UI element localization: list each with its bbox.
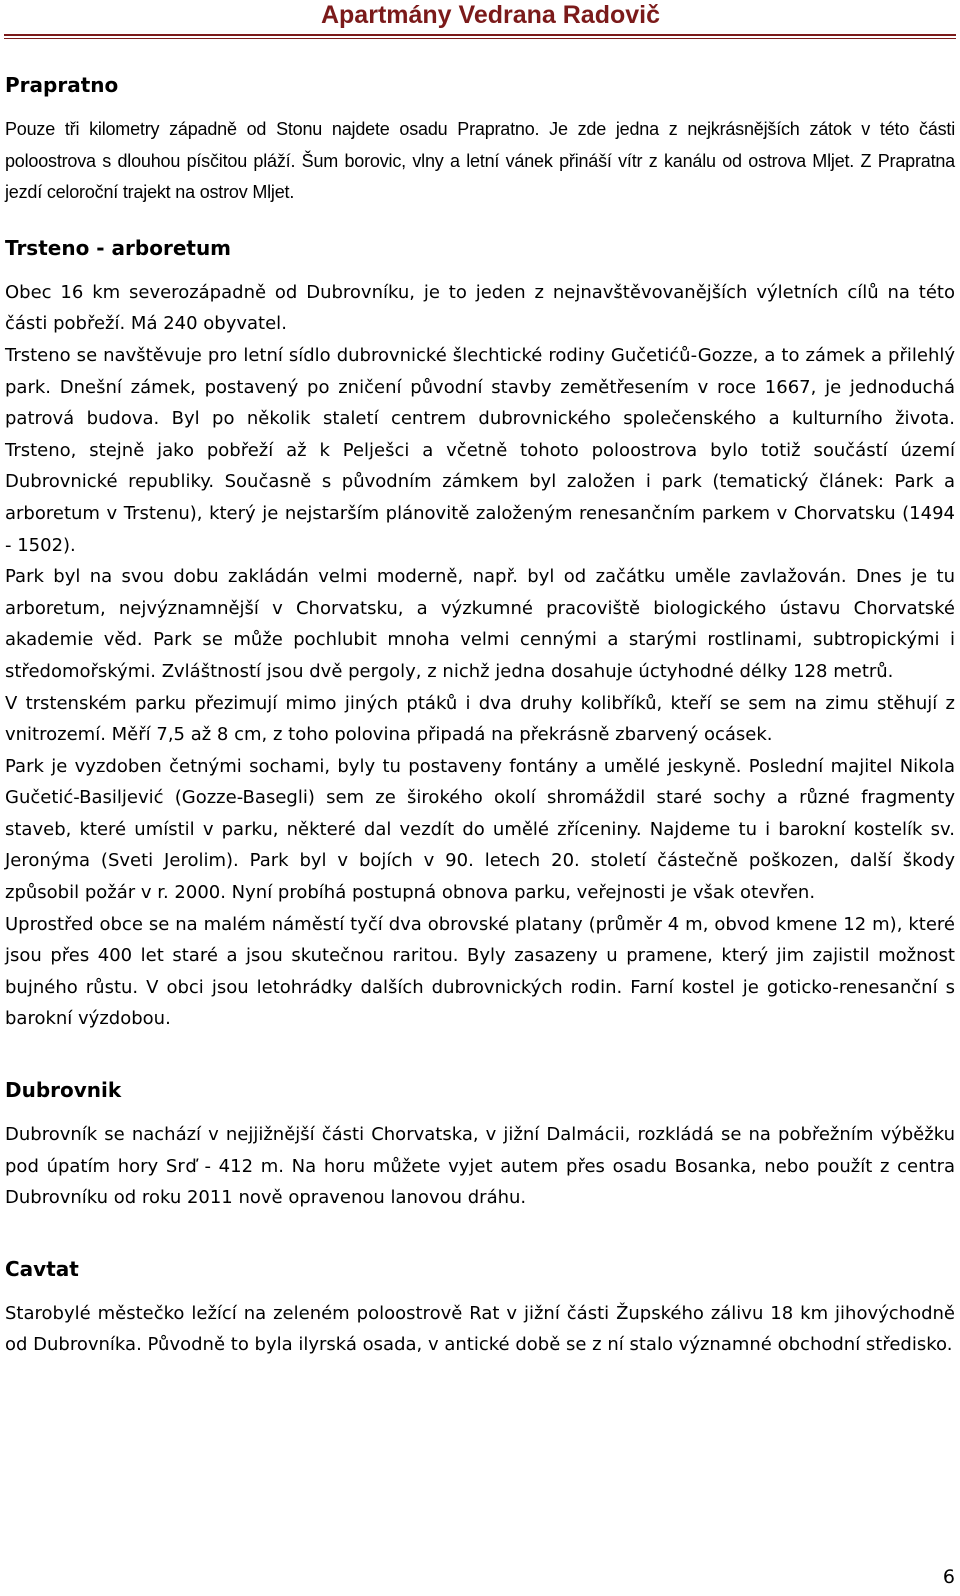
section-title: Trsteno - arboretum	[5, 235, 232, 260]
section-dubrovnik	[5, 1075, 955, 1214]
document-body	[5, 70, 955, 1361]
section-title: Cavtat	[5, 1256, 79, 1281]
paragraph: Park byl na svou dobu zakládán velmi moderně, např. byl od začátku uměle zavlažován. Dnes je tu arboretum, nejvýznamnější v Chorvatsku, a výzkumné pracoviště biologického ústavu Chorvatské akademie věd. Park se může pochlubit mnoha velmi cennými a starými rostlinami, subtropickými i středomořskými. Zvláštností jsou dvě pergoly, z nichž jedna dosahuje úctyhodné délky 128 metrů.	[5, 566, 955, 682]
section-cavtat	[5, 1254, 955, 1361]
header-rule-thin	[4, 38, 956, 39]
paragraph: Dubrovník se nachází v nejjižnější části Chorvatska, v jižní Dalmácii, rozkládá se na pobřežním výběžku pod úpatím hory Srď - 412 m. Na horu můžete vyjet autem přes osadu Bosanka, nebo použít z centra Dubrovníku od roku 2011 nově opravenou lanovou dráhu.	[5, 1124, 955, 1209]
section-title: Prapratno	[5, 73, 119, 97]
paragraph: Uprostřed obce se na malém náměstí tyčí dva obrovské platany (průměr 4 m, obvod kmene 12 m), které jsou přes 400 let staré a jsou skutečnou raritou. Byly zasazeny u pramene, který jim zajistil možnost bujného růstu. V obci jsou letohrádky dalších dubrovnických rodin. Farní kostel je goticko-renesanční s barokní výzdobou.	[5, 913, 955, 1030]
paragraph: Trsteno se navštěvuje pro letní sídlo dubrovnické šlechtické rodiny Gučetićů-Gozze, a to zámek a přilehlý park. Dnešní zámek, postavený po zničení původní stavby zemětřesením v roce 1667, je jednoduchá patrová budova. Byl po několik staletí centrem dubrovnického společenského a kulturního života. Trsteno, stejně jako pobřeží až k Pelješci a včetně tohoto poloostrova bylo totiž součástí území Dubrovnické republiky. Současně s původním zámkem byl založen i park (tematický článek: Park a arboretum v Trstenu), který je nejstarším plánovitě založeným renesančním parkem v Chorvatsku (1494 - 1502).	[5, 344, 955, 556]
paragraph: V trstenském parku přezimují mimo jiných ptáků i dva druhy kolibříků, kteří se sem na zimu stěhují z vnitrozemí. Měří 7,5 až 8 cm, z toho polovina připadá na překrásně zbarvený ocásek.	[5, 692, 955, 746]
section-title: Dubrovnik	[5, 1078, 122, 1103]
paragraph: Pouze tři kilometry západně od Stonu najdete osadu Prapratno. Je zde jedna z nejkrásnějších zátok v této části poloostrova s dlouhou písčitou pláží. Šum borovic, vlny a letní vánek přináší vítr z kanálu od ostrova Mljet. Z Prapratna jezdí celoroční trajekt na ostrov Mljet.	[5, 119, 955, 203]
header-rule	[4, 34, 956, 36]
section-prapratno	[5, 70, 955, 209]
paragraph: Park je vyzdoben četnými sochami, byly tu postaveny fontány a umělé jeskyně. Poslední majitel Nikola Gučetić-Basiljević (Gozze-Basegli) sem ze širokého okolí shromáždil staré sochy a různé fragmenty staveb, které umístil v parku, některé dal vezdít do umělé zříceniny. Najdeme tu i barokní kostelík sv. Jeronýma (Sveti Jerolim). Park byl v bojích v 90. letech 20. století částečně poškozen, další škody způsobil požár v r. 2000. Nyní probíhá postupná obnova parku, veřejnosti je však otevřen.	[5, 755, 955, 904]
page-number: 6	[942, 1566, 955, 1588]
paragraph: Starobylé městečko ležící na zeleném poloostrově Rat v jižní části Župského zálivu 18 km jihovýchodně od Dubrovníka. Původně to byla ilyrská osada, v antické době se z ní stalo významné obchodní středisko.	[5, 1302, 955, 1356]
section-trsteno	[5, 233, 955, 1035]
header-title: Apartmány Vedrana Radovič	[320, 1, 660, 29]
paragraph: Obec 16 km severozápadně od Dubrovníku, je to jeden z nejnavštěvovanějších výletních cílů na této části pobřeží. Má 240 obyvatel.	[5, 281, 955, 335]
